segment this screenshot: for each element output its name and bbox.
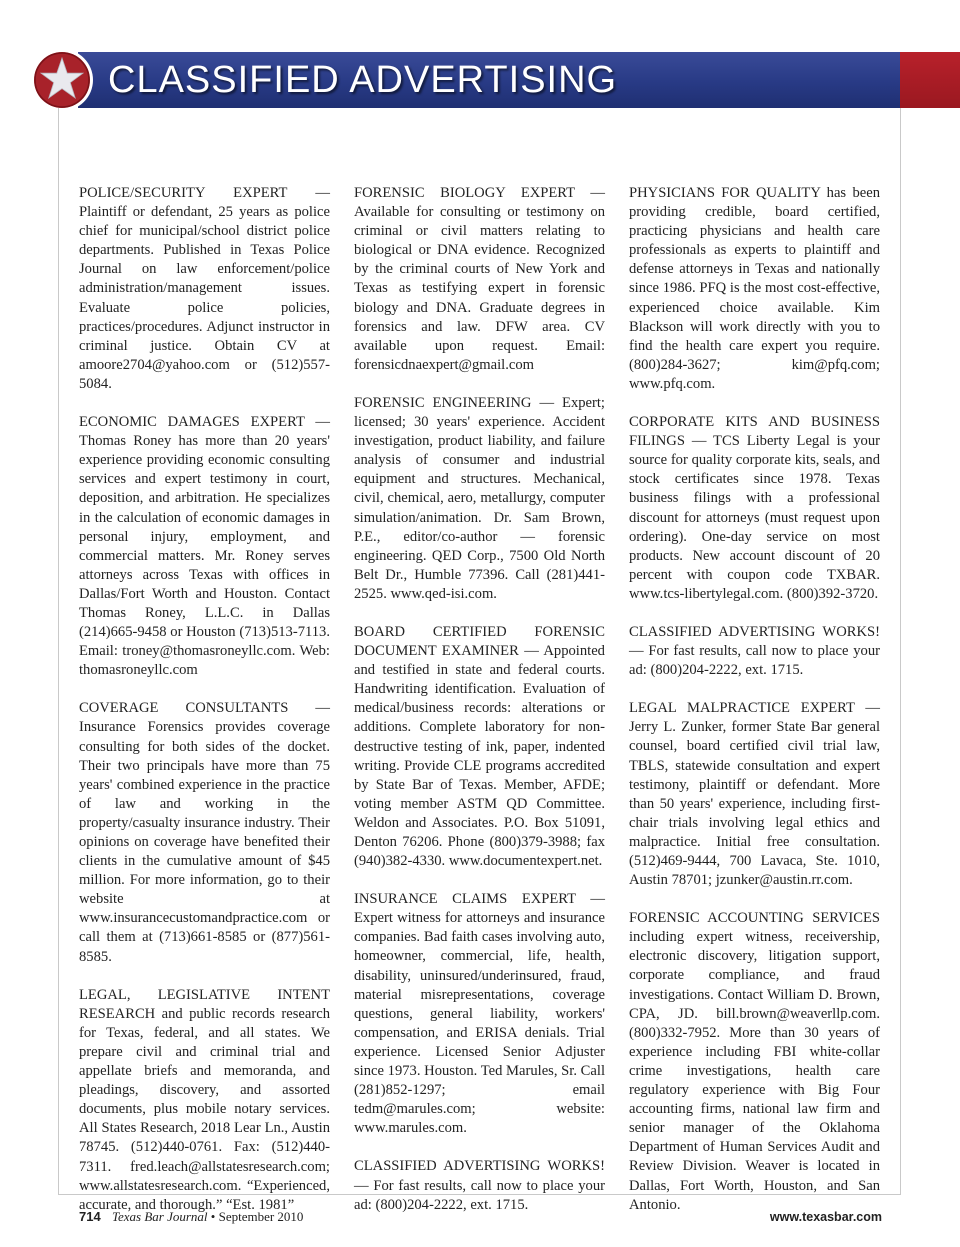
ad-heading: BOARD CERTIFIED FORENSIC DOCUMENT EXAMINER bbox=[354, 623, 605, 660]
publication-name: Texas Bar Journal bbox=[111, 1209, 208, 1224]
frame-left bbox=[58, 108, 59, 1194]
classified-ad bbox=[629, 909, 880, 1215]
classified-ad bbox=[629, 184, 880, 394]
header-accent bbox=[900, 52, 960, 108]
ad-heading: ECONOMIC DAMAGES EXPERT bbox=[79, 414, 305, 431]
ad-heading: CORPORATE KITS AND BUSINESS FILINGS bbox=[629, 414, 880, 450]
column-1 bbox=[79, 184, 330, 1234]
ad-body: — TCS Liberty Legal is your source for quality corporate kits, seals, and stock certificates since 1978. Texas business filings with a professional discount for attorneys (must request upon ordering). One-day service on most products. New account discount of 20 percent with coupon code TXBAR. www.tcs-libertylegal.com. (800)392-3720. bbox=[629, 433, 880, 602]
classified-ad bbox=[354, 623, 605, 871]
ad-body: — Expert; licensed; 30 years' experience. Accident investigation, product liability, and failure analysis of consumer and industrial equipment and structures. Mechanical, civil, chemical, aero, metallurgy, computer simulation/animation. Dr. Sam Brown, P.E., editor/co-author — forensic engineering. QED Corp., 7500 Old North Belt Dr., Humble 77396. Call (281)441-2525. www.qed-isi.com. bbox=[354, 394, 605, 602]
classified-ad bbox=[354, 184, 605, 375]
ad-body: — Insurance Forensics provides coverage consulting for both sides of the docket. Their two principals have more than 75 years' combined experience in the practice of law and working in the property/casualty insurance industry. Their opinions on coverage have benefited their clients in the cumulative amount of $45 million. For more information, go to their website at www.insurancecustomandpractice.com or call them at (713)661-8585 or (877)561-8585. bbox=[79, 700, 330, 965]
issue-date: September 2010 bbox=[218, 1209, 304, 1224]
ad-body: — Thomas Roney has more than 20 years' experience providing economic consulting services and expert testimony in court, deposition, and arbitration. He specializes in the calculation of economic damages in personal injury, employment, and commercial matters. Mr. Roney serves attorneys across Texas with offices in Dallas/Fort Worth and Houston. Contact Thomas Roney, L.L.C. in Dallas (214)665-9458 or Houston (713)513-7113. Email: troney@thomasroneyllc.com. Web: thomasroneyllc.com bbox=[79, 414, 330, 679]
column-2 bbox=[354, 184, 605, 1234]
classified-ad bbox=[629, 623, 880, 680]
column-3 bbox=[629, 184, 880, 1234]
ad-body: — For fast results, call now to place your ad: (800)204-2222, ext. 1715. bbox=[629, 643, 880, 679]
star-icon bbox=[30, 48, 94, 112]
ad-heading: FORENSIC ACCOUNTING SERVICES bbox=[629, 910, 880, 927]
ad-heading: PHYSICIANS FOR QUALITY bbox=[629, 185, 821, 201]
ad-heading: FORENSIC ENGINEERING bbox=[354, 394, 532, 411]
ad-heading: INSURANCE CLAIMS EXPERT bbox=[354, 891, 576, 908]
footer-separator: • bbox=[210, 1209, 216, 1224]
ad-body: — Plaintiff or defendant, 25 years as police chief for municipal/school district police departments. Published in Texas Police Journal on law enforcement/police administration/management issues. Evaluate police policies, practices/procedures. Adjunct instructor in criminal justice. Obtain CV at amoore2704@yahoo.com or (512)557-5084. bbox=[79, 185, 330, 392]
ad-heading: FORENSIC BIOLOGY EXPERT bbox=[354, 185, 575, 201]
frame-right bbox=[900, 108, 901, 1194]
classified-ad bbox=[79, 986, 330, 1215]
ad-body: — Available for consulting or testimony on criminal or civil matters relating to biological or DNA evidence. Recognized by the criminal courts of New York and Texas as testifying expert in forensic biology and DNA. Graduate degrees in forensics and law. DFW area. CV available upon request. Email: forensicdnaexpert@gmail.com bbox=[354, 185, 605, 373]
classified-ad bbox=[354, 1157, 605, 1214]
page-number: 714 bbox=[79, 1209, 101, 1224]
classified-ad bbox=[354, 394, 605, 604]
ad-body: — For fast results, call now to place your ad: (800)204-2222, ext. 1715. bbox=[354, 1177, 605, 1213]
ad-heading: COVERAGE CONSULTANTS bbox=[79, 700, 289, 717]
ad-body: has been providing credible, board certified, practicing physicians and health care professionals as experts to plaintiff and defense attorneys in Texas and nationally since 1986. PFQ is the most cost-effective, experienced choice available. Kim Blackson will work directly with you to find the health care expert you require. (800)284-3627; kim@pfq.com; www.pfq.com. bbox=[629, 185, 880, 392]
classified-ad bbox=[79, 184, 330, 394]
ad-body: — Jerry L. Zunker, former State Bar general counsel, board certified civil trial law, TBLS, statewide consultation and expert testimony, plaintiff or defendant. More than 50 years' experience, including first-chair trials involving legal ethics and malpractice. Initial free consultation. (512)469-9444, 700 Lavaca, Ste. 1010, Austin 78701; jzunker@austin.rr.com. bbox=[629, 700, 880, 889]
classified-ad bbox=[354, 890, 605, 1138]
classified-ad bbox=[629, 699, 880, 890]
ad-heading: LEGAL, LEGISLATIVE INTENT RESEARCH bbox=[79, 986, 330, 1022]
footer-website-link[interactable]: www.texasbar.com bbox=[769, 1210, 882, 1224]
ad-body: — Appointed and testified in state and federal courts. Handwriting identification. Evaluation of medical/business records: alterations or additions. Complete laboratory for non-destructive testing of ink, paper, indented writing. Provide CLE programs accredited by State Bar of Texas. Member, AFDE; voting member ASTM QD Committee. Weldon and Associates. P.O. Box 51091, Denton 76206. Phone (800)379-3988; fax (940)382-4330. www.documentexpert.net. bbox=[354, 643, 605, 870]
ad-heading: CLASSIFIED ADVERTISING WORKS! bbox=[629, 623, 880, 640]
ad-body: including expert witness, receivership, electronic discovery, litigation support, corporate compliance, and fraud investigations. Contact William D. Brown, CPA, JD. bill.brown@weaverllp.com. (800)332-7952. More than 30 years of experience including FBI white-collar crime investigations, health care regulatory experience with Big Four accounting firms, national law firm and senior manager of the Oklahoma Department of Human Services Audit and Review Division. Weaver is located in Dallas, Fort Worth, Houston, and San Antonio. bbox=[629, 929, 880, 1213]
classified-ad bbox=[79, 699, 330, 966]
classified-ad bbox=[629, 413, 880, 604]
ad-body: and public records research for Texas, federal, and all states. We prepare civil and criminal trial and appellate briefs and memoranda, and pleadings, discovery, and assorted documents, plus mobile notary services. All States Research, 2018 Lear Ln., Austin 78745. (512)440-0761. Fax: (512)440-7311. fred.leach@allstatesresearch.com; www.allstatesresearch.com. “Experienced, accurate, and thorough.” “Est. 1981” bbox=[79, 1005, 330, 1213]
ad-body: — Expert witness for attorneys and insurance companies. Bad faith cases involving auto, homeowner, commercial, life, health, disability, uninsured/underinsured, fraud, material misrepresentations, coverage questions, general liability, workers' compensation, and ERISA denials. Trial experience. Licensed Senior Adjuster since 1973. Houston. Ted Marules, Sr. Call (281)852-1297; email tedm@marules.com; website: www.marules.com. bbox=[354, 891, 605, 1137]
ad-heading: POLICE/SECURITY EXPERT bbox=[79, 185, 288, 201]
ad-heading: LEGAL MALPRACTICE EXPERT bbox=[629, 700, 855, 717]
page-title: CLASSIFIED ADVERTISING bbox=[108, 59, 618, 101]
classified-ad bbox=[79, 413, 330, 680]
footer-left bbox=[79, 1209, 303, 1225]
ad-heading: CLASSIFIED ADVERTISING WORKS! bbox=[354, 1158, 605, 1175]
